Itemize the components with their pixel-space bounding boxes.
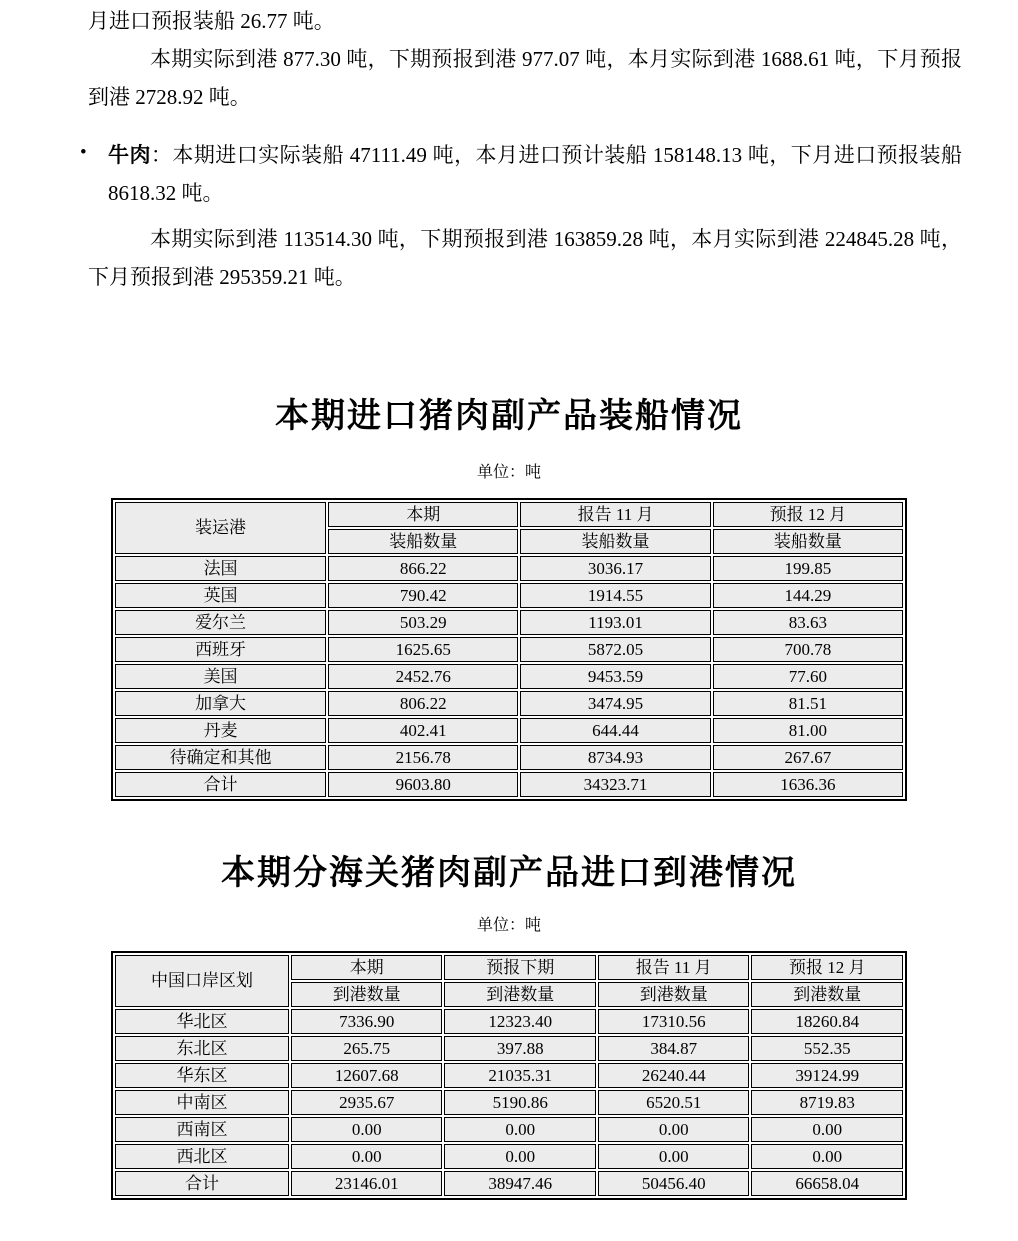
- value-cell: 12607.68: [291, 1063, 443, 1088]
- table-row: [115, 718, 903, 743]
- value-cell: 144.29: [713, 583, 903, 608]
- table-row: [115, 637, 903, 662]
- arrival-unit-label: 单位：吨: [476, 917, 541, 934]
- row-label-cell: 法国: [115, 556, 326, 581]
- body-text-block: [0, 0, 1018, 296]
- period-header-cell: 本期: [328, 502, 518, 527]
- value-cell: 77.60: [713, 664, 903, 689]
- corner-header-cell: 装运港: [115, 502, 326, 554]
- paragraph-pork-arrival: 本期实际到港 877.30 吨，下期预报到港 977.07 吨，本月实际到港 1688.61 吨，下月预报到港 2728.92 吨。: [88, 47, 962, 109]
- value-cell: 81.51: [713, 691, 903, 716]
- value-cell: 806.22: [328, 691, 518, 716]
- value-cell: 0.00: [751, 1144, 903, 1169]
- row-label-cell: 待确定和其他: [115, 745, 326, 770]
- table-total-row: [115, 772, 903, 797]
- value-cell: 0.00: [444, 1144, 596, 1169]
- value-cell: 1193.01: [520, 610, 710, 635]
- value-cell: 12323.40: [444, 1009, 596, 1034]
- period-header-cell: 本期: [291, 955, 443, 980]
- table-header-row: [115, 502, 903, 527]
- value-cell: 81.00: [713, 718, 903, 743]
- paragraph-shipment-continuation: 月进口预报装船 26.77 吨。: [88, 9, 335, 33]
- row-label-cell: 华北区: [115, 1009, 289, 1034]
- list-item-beef: [80, 136, 962, 212]
- value-cell: 0.00: [751, 1117, 903, 1142]
- value-cell: 9603.80: [328, 772, 518, 797]
- table-header-row: [115, 955, 903, 980]
- table-row: [115, 691, 903, 716]
- value-cell: 8734.93: [520, 745, 710, 770]
- value-cell: 6520.51: [598, 1090, 750, 1115]
- table-row: [115, 1009, 903, 1034]
- value-cell: 7336.90: [291, 1009, 443, 1034]
- value-cell: 34323.71: [520, 772, 710, 797]
- value-cell: 552.35: [751, 1036, 903, 1061]
- value-cell: 3036.17: [520, 556, 710, 581]
- table-row: [115, 664, 903, 689]
- table-row: [115, 1063, 903, 1088]
- paragraph-beef-arrival: 本期实际到港 113514.30 吨，下期预报到港 163859.28 吨，本月实际到港 224845.28 吨，下月预报到港 295359.21 吨。: [88, 227, 962, 289]
- value-cell: 397.88: [444, 1036, 596, 1061]
- value-cell: 790.42: [328, 583, 518, 608]
- measure-header-cell: 装船数量: [713, 529, 903, 554]
- table-row: [115, 1144, 903, 1169]
- arrival-section-title: 本期分海关猪肉副产品进口到港情况: [221, 855, 797, 892]
- value-cell: 2935.67: [291, 1090, 443, 1115]
- period-header-cell: 报告 11 月: [520, 502, 710, 527]
- value-cell: 17310.56: [598, 1009, 750, 1034]
- beef-text: ：本期进口实际装船 47111.49 吨，本月进口预计装船 158148.13 吨，下月进口预报装船 8618.32 吨。: [108, 143, 962, 205]
- measure-header-cell: 装船数量: [520, 529, 710, 554]
- value-cell: 5872.05: [520, 637, 710, 662]
- row-label-cell: 丹麦: [115, 718, 326, 743]
- value-cell: 0.00: [291, 1144, 443, 1169]
- value-cell: 66658.04: [751, 1171, 903, 1196]
- row-label-cell: 西班牙: [115, 637, 326, 662]
- value-cell: 39124.99: [751, 1063, 903, 1088]
- row-label-cell: 美国: [115, 664, 326, 689]
- value-cell: 2156.78: [328, 745, 518, 770]
- value-cell: 199.85: [713, 556, 903, 581]
- arrival-table: [111, 951, 907, 1200]
- measure-header-cell: 到港数量: [751, 982, 903, 1007]
- value-cell: 50456.40: [598, 1171, 750, 1196]
- value-cell: 0.00: [598, 1144, 750, 1169]
- row-label-cell: 华东区: [115, 1063, 289, 1088]
- measure-header-cell: 到港数量: [598, 982, 750, 1007]
- value-cell: 866.22: [328, 556, 518, 581]
- value-cell: 23146.01: [291, 1171, 443, 1196]
- table-total-row: [115, 1171, 903, 1196]
- row-label-cell: 西南区: [115, 1117, 289, 1142]
- period-header-cell: 预报 12 月: [713, 502, 903, 527]
- row-label-cell: 加拿大: [115, 691, 326, 716]
- measure-header-cell: 到港数量: [291, 982, 443, 1007]
- value-cell: 8719.83: [751, 1090, 903, 1115]
- value-cell: 0.00: [598, 1117, 750, 1142]
- value-cell: 1636.36: [713, 772, 903, 797]
- row-label-cell: 英国: [115, 583, 326, 608]
- measure-header-cell: 装船数量: [328, 529, 518, 554]
- value-cell: 26240.44: [598, 1063, 750, 1088]
- value-cell: 18260.84: [751, 1009, 903, 1034]
- beef-term: 牛肉: [108, 143, 151, 167]
- value-cell: 2452.76: [328, 664, 518, 689]
- value-cell: 644.44: [520, 718, 710, 743]
- row-label-cell: 中南区: [115, 1090, 289, 1115]
- row-label-cell: 合计: [115, 1171, 289, 1196]
- table-row: [115, 1090, 903, 1115]
- shipment-section-title: 本期进口猪肉副产品装船情况: [275, 398, 743, 435]
- value-cell: 0.00: [444, 1117, 596, 1142]
- bullet-icon: •: [80, 142, 87, 163]
- value-cell: 265.75: [291, 1036, 443, 1061]
- value-cell: 1625.65: [328, 637, 518, 662]
- table-row: [115, 610, 903, 635]
- value-cell: 1914.55: [520, 583, 710, 608]
- table-row: [115, 1036, 903, 1061]
- value-cell: 402.41: [328, 718, 518, 743]
- shipment-unit-label: 单位：吨: [476, 464, 541, 481]
- table-row: [115, 583, 903, 608]
- period-header-cell: 报告 11 月: [598, 955, 750, 980]
- value-cell: 21035.31: [444, 1063, 596, 1088]
- value-cell: 503.29: [328, 610, 518, 635]
- value-cell: 700.78: [713, 637, 903, 662]
- value-cell: 267.67: [713, 745, 903, 770]
- value-cell: 38947.46: [444, 1171, 596, 1196]
- period-header-cell: 预报 12 月: [751, 955, 903, 980]
- value-cell: 5190.86: [444, 1090, 596, 1115]
- table-row: [115, 1117, 903, 1142]
- corner-header-cell: 中国口岸区划: [115, 955, 289, 1007]
- row-label-cell: 东北区: [115, 1036, 289, 1061]
- value-cell: 384.87: [598, 1036, 750, 1061]
- value-cell: 83.63: [713, 610, 903, 635]
- shipment-table: [111, 498, 907, 801]
- row-label-cell: 西北区: [115, 1144, 289, 1169]
- table-row: [115, 745, 903, 770]
- value-cell: 9453.59: [520, 664, 710, 689]
- row-label-cell: 合计: [115, 772, 326, 797]
- value-cell: 3474.95: [520, 691, 710, 716]
- row-label-cell: 爱尔兰: [115, 610, 326, 635]
- period-header-cell: 预报下期: [444, 955, 596, 980]
- measure-header-cell: 到港数量: [444, 982, 596, 1007]
- value-cell: 0.00: [291, 1117, 443, 1142]
- table-row: [115, 556, 903, 581]
